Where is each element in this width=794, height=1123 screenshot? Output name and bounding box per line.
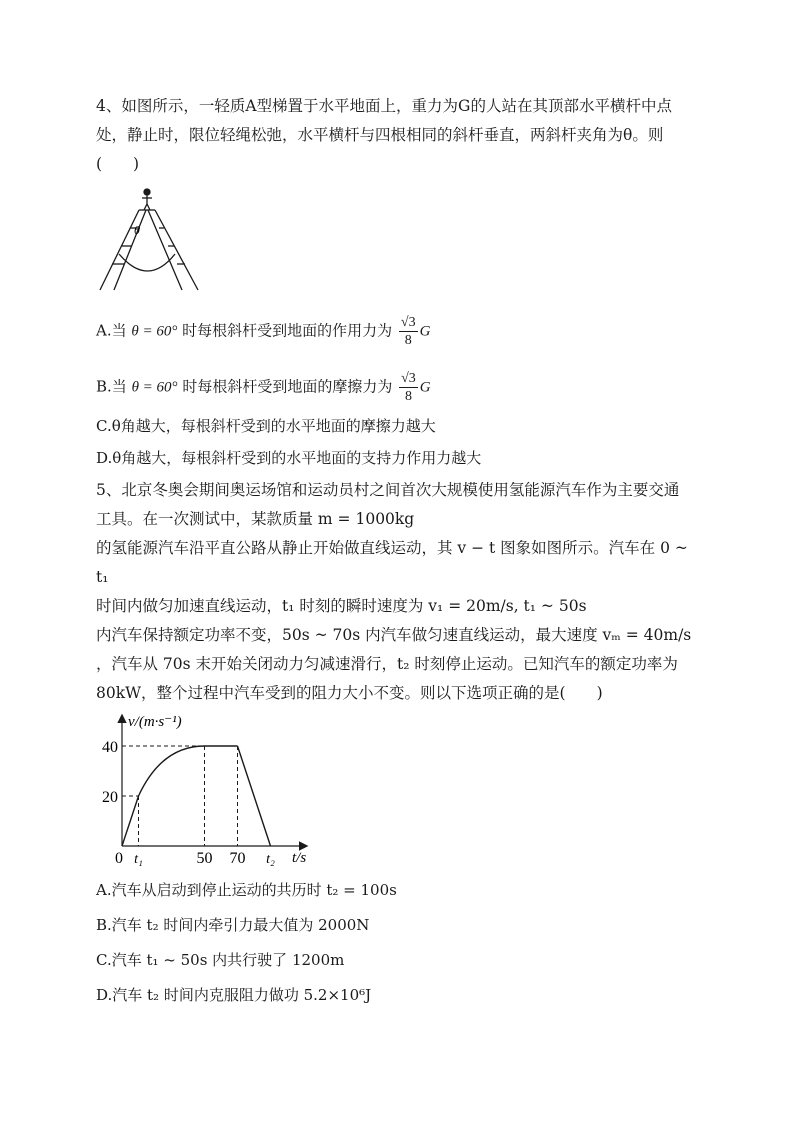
option-suffix: G — [419, 323, 431, 340]
q5-option-c: C.汽车 t₁ ~ 50s 内共行驶了 1200m — [96, 951, 345, 969]
series-line-0 — [122, 796, 139, 846]
q5-line: 5、北京冬奥会期间奥运场馆和运动员村之间首次大规模使用氢能源汽车作为主要交通 — [96, 481, 680, 499]
option-prefix: A.当 — [96, 321, 132, 340]
fraction-numerator: √3 — [401, 371, 416, 386]
option-math: θ = 60° — [131, 379, 178, 396]
option-text: 时每根斜杆受到地面的摩擦力为 — [177, 377, 398, 396]
q5-line: 工具。在一次测试中，某款质量 m = 1000kg — [96, 510, 415, 528]
x-axis-label: t/s — [292, 850, 307, 866]
series-curve-1 — [139, 746, 205, 796]
a-ladder-figure — [96, 186, 206, 296]
y-axis-label: v/(m·s⁻¹) — [128, 714, 182, 730]
q5-line: ，汽车从 70s 末开始关闭动力匀减速滑行，t₂ 时刻停止运动。已知汽车的额定功率为 — [96, 655, 678, 673]
option-text: 时每根斜杆受到地面的作用力为 — [177, 321, 397, 340]
q5-option-b: B.汽车 t₂ 时间内牵引力最大值为 2000N — [96, 916, 370, 934]
x-tick-label: 50 — [196, 850, 213, 867]
q5-option-a: A.汽车从启动到停止运动的共历时 t₂ = 100s — [96, 881, 397, 899]
q5-option-d: D.汽车 t₂ 时间内克服阻力做功 5.2×10⁶J — [96, 986, 372, 1004]
q4-stem: 4、如图所示，一轻质A型梯置于水平地面上，重力为G的人站在其顶部水平横杆中点处，静止时，限位轻绳松弛，水平横杆与四根相同的斜杆垂直，两斜杆夹角为θ。则( ) — [96, 97, 672, 173]
q5-line: 的氢能源汽车沿平直公路从静止开始做直线运动，其 v − t 图象如图所示。汽车在 0 ~ t₁ — [96, 539, 688, 586]
q5-line: 时间内做匀加速直线运动，t₁ 时刻的瞬时速度为 v₁ = 20m/s, t₁ ~ 50s — [96, 597, 587, 615]
fraction-denominator: 8 — [404, 333, 412, 348]
q4-option-a — [96, 314, 430, 349]
x-tick-label: 70 — [229, 850, 246, 867]
series-line-3 — [238, 746, 271, 846]
x-tick-label: 0 — [115, 850, 123, 867]
theta-label: θ — [134, 223, 140, 237]
fraction — [399, 370, 418, 405]
q5-line: 80kW，整个过程中汽车受到的阻力大小不变。则以下选项正确的是( ) — [96, 684, 603, 702]
q4-option-c: C.θ角越大，每根斜杆受到的水平地面的摩擦力越大 — [96, 417, 436, 435]
x-tick-label: t₁ — [134, 852, 143, 867]
x-tick-label: t₂ — [266, 852, 275, 867]
v-t-chart — [96, 708, 326, 870]
option-suffix: G — [419, 379, 431, 396]
fraction — [399, 314, 418, 349]
q4-option-d: D.θ角越大，每根斜杆受到的水平地面的支持力作用力越大 — [96, 449, 482, 467]
q4-option-b — [96, 370, 431, 405]
option-math: θ = 60° — [131, 323, 178, 340]
option-prefix: B.当 — [96, 377, 132, 396]
y-tick-label: 40 — [102, 739, 118, 756]
fraction-numerator: √3 — [400, 315, 416, 330]
q5-stem — [96, 476, 700, 708]
fraction-denominator: 8 — [404, 389, 412, 404]
y-tick-label: 20 — [102, 789, 118, 806]
q5-line: 内汽车保持额定功率不变，50s ~ 70s 内汽车做匀速直线运动，最大速度 vₘ = 40m/s — [96, 626, 692, 644]
